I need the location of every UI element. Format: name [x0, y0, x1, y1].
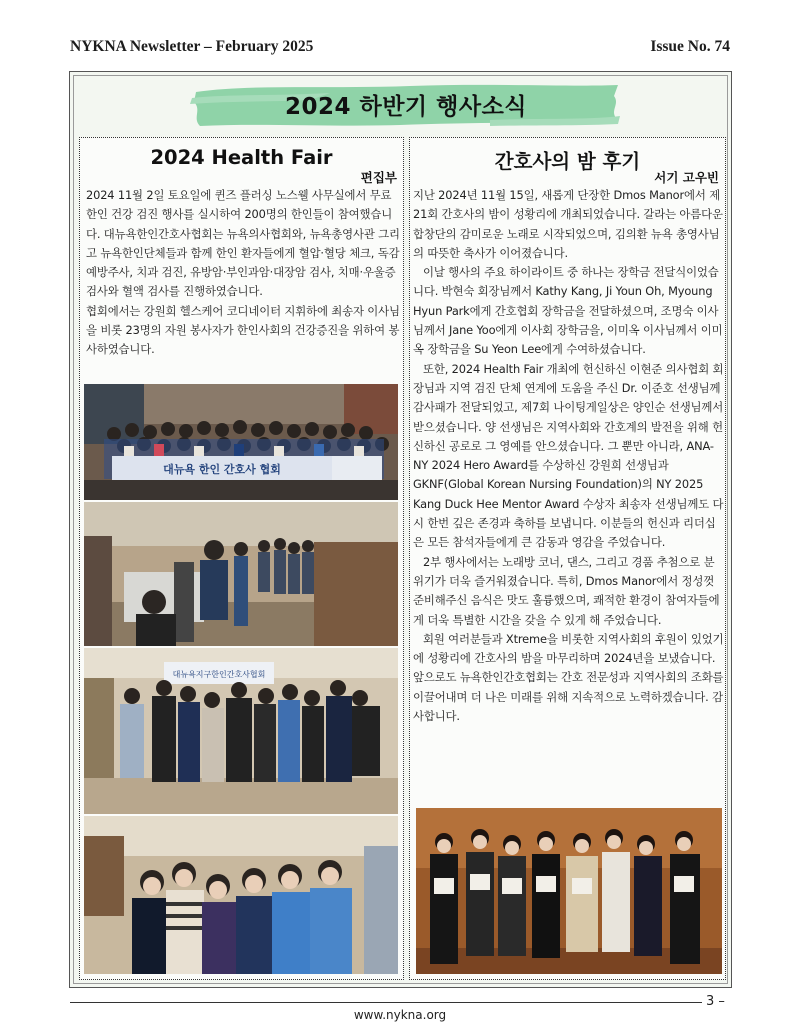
footer-divider	[70, 1002, 702, 1003]
volunteer-group-photo	[84, 648, 398, 814]
banner-title: 2024 하반기 행사소식	[284, 94, 528, 120]
page-number-value: 3	[706, 994, 715, 1009]
nurses-night-article	[409, 137, 726, 980]
screening-photo	[84, 502, 398, 646]
paragraph: 2부 행사에서는 노래방 코너, 댄스, 그리고 경품 추첨으로 분위기가 더욱 즐거워졌습니다. 특히, Dmos Manor에서 정성껏 준비해주신 음식은 맛도 훌륭했으며, 쾌적한 환경이 참여자들에게 더욱 특별한 시간을 갖을 수 있게 해 주었습니다.	[413, 554, 720, 627]
issue-number: Issue No. 74	[650, 38, 730, 55]
paragraph: 회원 여러분들과 Xtreme을 비롯한 지역사회의 후원이 있었기에 성황리에 간호사의 밤을 마무리하며 2024년을 보냈습니다. 앞으로도 뉴욕한인간호협회는 간호 전문성과 지역사회의 조화를 이끌어내며 더 나은 미래를 위해 지속적으로 노력하겠습니다. 감사합니다.	[413, 631, 724, 724]
group-photo	[84, 384, 398, 500]
health-fair-article	[79, 137, 404, 980]
photo-banner-text: 대뉴욕지구한인간호사협회	[172, 670, 266, 679]
article-body	[86, 186, 400, 360]
page-number: 3 –	[706, 994, 725, 1009]
paragraph: 지난 2024년 11월 15일, 새롭게 단장한 Dmos Manor에서 제21회 간호사의 밤이 성황리에 개최되었습니다. 갈라는 아름다운 합창단의 감미로운 노래로 시작되었으며, 김의환 뉴욕 총영사님의 따뜻한 축사가 이어졌습니다.	[413, 188, 723, 260]
paragraph: 2024 11월 2일 토요일에 퀸즈 플러싱 노스웰 사무실에서 무료 한인 건강 검진 행사를 실시하여 200명의 한인들이 참여했습니다. 대뉴욕한인간호사협회는 뉴욕의사협회와, 뉴욕총영사관 그리고 뉴욕한인단체들과 함께 한인 환자들에게 혈압·혈당 체크, 독감예방주사, 치과 검진, 유방암·부인과암·대장암 검사, 치매·우울증 검사와 혈액 검사를 진행하였습니다.	[86, 188, 400, 299]
newsletter-title: NYKNA Newsletter – February 2025	[70, 38, 314, 55]
newsletter-header	[70, 38, 730, 60]
article-byline: 편집부	[360, 170, 397, 185]
paragraph: 이날 행사의 주요 하이라이트 중 하나는 장학금 전달식이었습니다. 박현숙 회장님께서 Kathy Kang, Ji Youn Oh, Myoung Hyun Park에게 간호협회 장학금을 전달하셨으며, 조명숙 이사님께서 Jane Yoo에게 이사회 장학금을, 이미옥 이사님께서 이미옥 장학금을 Su Yeon Lee에게 수여하셨습니다.	[413, 265, 723, 357]
article-title: 간호사의 밤 후기	[494, 150, 641, 173]
article-body	[413, 186, 725, 726]
nurses-group-photo	[84, 816, 398, 974]
article-byline: 서기 고우빈	[654, 170, 719, 185]
article-title: 2024 Health Fair	[150, 146, 333, 169]
paragraph: 또한, 2024 Health Fair 개최에 헌신하신 이현준 의사협회 회장님과 지역 검진 단체 연계에 도움을 주신 Dr. 이준호 선생님께 감사패가 전달되었고, 제7회 나이팅게일상은 양인순 선생님께서 받으셨습니다. 양 선생님은 지역사회와 간호계의 발전을 위해 헌신하신 공로로 그 영예를 안으셨습니다. 그 뿐만 아니라, ANA-NY 2024 Hero Award를 수상하신 강원희 선생님과 GKNF(Global Korean Nursing Foundation)의 NY 2025 Kang Duck Hee Mentor Award 수상자 최송자 선생님께도 다시 한번 깊은 존경과 축하를 보냅니다. 이분들의 헌신과 리더십은 모든 참석자들에게 큰 감동과 영감을 주었습니다.	[413, 361, 724, 550]
footer-website: www.nykna.org	[353, 1008, 447, 1022]
section-banner	[190, 80, 622, 130]
paragraph: 협회에서는 강원희 헬스케어 코디네이터 지휘하에 최송자 이사님을 비롯 23명의 자원 봉사자가 한인사회의 건강증진을 위하여 봉사하였습니다.	[86, 303, 400, 357]
photo-banner-text: 대뉴욕 한인 간호사 협회	[163, 463, 281, 476]
award-recipients-photo	[416, 808, 722, 974]
